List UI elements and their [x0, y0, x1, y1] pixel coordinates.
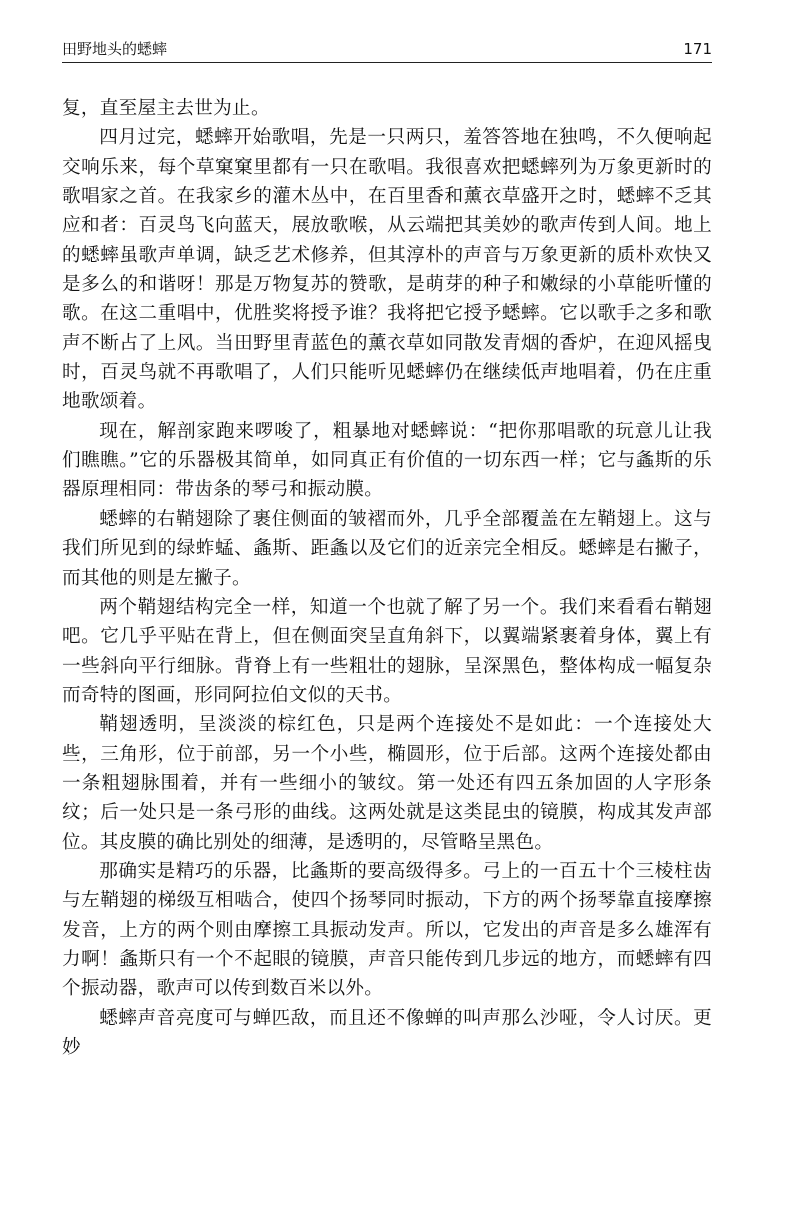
page-number: 171 [683, 40, 712, 58]
header-divider [62, 62, 712, 63]
paragraph-continuation: 复，直至屋主去世为止。 [62, 98, 270, 119]
paragraph: 现在，解剖家跑来啰唆了，粗暴地对蟋蟀说：“把你那唱歌的玩意儿让我们瞧瞧。”它的乐器极其简单，如同真正有价值的一切东西一样；它与螽斯的乐器原理相同：带齿条的琴弓和振动膜。 [62, 420, 712, 501]
paragraph: 蟋蟀的右鞘翅除了裹住侧面的皱褶而外，几乎全部覆盖在左鞘翅上。这与我们所见到的绿蚱蜢、螽斯、距螽以及它们的近亲完全相反。蟋蟀是右撇子，而其他的则是左撇子。 [62, 508, 712, 589]
paragraph-continues: 蟋蟀声音亮度可与蝉匹敌，而且还不像蝉的叫声那么沙哑，令人讨厌。更妙 [62, 1007, 712, 1058]
paragraph: 鞘翅透明，呈淡淡的棕红色，只是两个连接处不是如此：一个连接处大些，三角形，位于前部，另一个小些，椭圆形，位于后部。这两个连接处都由一条粗翅脉围着，并有一些细小的皱纹。第一处还有四五条加固的人字形条纹；后一处只是一条弓形的曲线。这两处就是这类昆虫的镜膜，构成其发声部位。其皮膜的确比别处的细薄，是透明的，尽管略呈黑色。 [62, 714, 712, 853]
running-header [62, 30, 712, 60]
paragraph: 四月过完，蟋蟀开始歌唱，先是一只两只，羞答答地在独鸣，不久便响起交响乐来，每个草窠窠里都有一只在歌唱。我很喜欢把蟋蟀列为万象更新时的歌唱家之首。在我家乡的灌木丛中，在百里香和薰衣草盛开之时，蟋蟀不乏其应和者：百灵鸟飞向蓝天，展放歌喉，从云端把其美妙的歌声传到人间。地上的蟋蟀虽歌声单调，缺乏艺术修养，但其淳朴的声音与万象更新的质朴欢快又是多么的和谐呀！那是万物复苏的赞歌，是萌芽的种子和嫩绿的小草能听懂的歌。在这二重唱中，优胜奖将授予谁？我将把它授予蟋蟀。它以歌手之多和歌声不断占了上风。当田野里青蓝色的薰衣草如同散发青烟的香炉，在迎风摇曳时，百灵鸟就不再歌唱了，人们只能听见蟋蟀仍在继续低声地唱着，仍在庄重地歌颂着。 [62, 127, 712, 413]
paragraph: 那确实是精巧的乐器，比螽斯的要高级得多。弓上的一百五十个三棱柱齿与左鞘翅的梯级互相啮合，使四个扬琴同时振动，下方的两个扬琴靠直接摩擦发音，上方的两个则由摩擦工具振动发声。所以，它发出的声音是多么雄浑有力啊！螽斯只有一个不起眼的镜膜，声音只能传到几步远的地方，而蟋蟀有四个振动器，歌声可以传到数百米以外。 [62, 860, 712, 1000]
paragraph: 两个鞘翅结构完全一样，知道一个也就了解了另一个。我们来看看右鞘翅吧。它几乎平贴在背上，但在侧面突呈直角斜下，以翼端紧裹着身体，翼上有一些斜向平行细脉。背脊上有一些粗壮的翅脉，呈深黑色，整体构成一幅复杂而奇特的图画，形同阿拉伯文似的天书。 [62, 596, 712, 706]
chapter-title: 田野地头的蟋蟀 [62, 40, 168, 58]
page-body [62, 94, 712, 1062]
